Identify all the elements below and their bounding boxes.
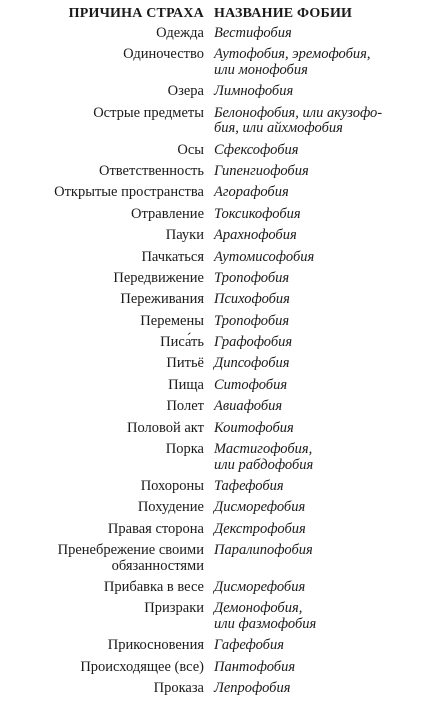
phobia-cell: Паралипофобия [214,542,313,559]
phobia-cell: Тропофобия [214,312,290,329]
phobia-cell: Гафефобия [214,637,284,654]
cause-cell: Правая сторона [107,520,204,537]
table-row [0,356,430,372]
table-row [0,164,430,180]
phobia-cell: Лепрофобия [214,680,291,697]
table-row [0,106,430,137]
phobia-cell: Дипсофобия [214,355,290,372]
table-row [0,271,430,287]
cause-cell: Похороны [140,477,204,494]
table-row [0,479,430,495]
cause-cell: Половой акт [126,419,204,436]
phobia-cell: Коитофобия [214,419,294,436]
cause-cell: Ответственность [98,162,204,179]
table-row [0,314,430,330]
cause-cell: Острые предметы [93,104,204,121]
table-row [0,660,430,676]
table-row [0,378,430,394]
table-row [0,335,430,351]
cause-cell: Прибавка в весе [103,578,204,595]
table-row [0,601,430,632]
table-row [0,292,430,308]
cause-cell: Питьё [166,355,204,372]
phobia-cell: Агорафобия [214,184,289,201]
table-row [0,207,430,223]
cause-cell: Проказа [153,680,204,697]
table-row [0,543,430,574]
cause-cell: Пачкаться [141,248,204,265]
cause-cell: Передвижение [113,269,204,286]
cause-cell: Писа́ть [160,334,204,351]
phobia-cell: Дисморефобия [214,499,306,516]
table-row [0,500,430,516]
table-row [0,421,430,437]
phobia-cell: Вестифобия [214,25,292,41]
phobia-cell: Психофобия [214,291,290,308]
phobia-cell: Аутофобия, эремофобия, или монофобия [214,46,371,78]
phobia-cell: Графофобия [214,334,293,351]
phobia-cell: Аутомисофобия [214,248,315,265]
cause-cell: Прикосновения [107,637,204,654]
phobia-cell: Пантофобия [214,658,296,675]
table-row [0,228,430,244]
header-cause: ПРИЧИНА СТРАХА [68,6,204,21]
phobia-cell: Гипенгиофобия [214,162,309,179]
cause-cell: Отравление [131,205,204,222]
phobia-cell: Лимнофобия [214,83,294,100]
phobia-cell: Белонофобия, или акузофо- бия, или айхмофобия [214,104,383,137]
phobia-cell: Токсикофобия [214,205,301,222]
table-row [0,185,430,201]
phobia-cell: Тафефобия [214,477,284,494]
table-row [0,399,430,415]
phobia-cell: Арахнофобия [214,227,297,244]
cause-cell: Происходящее (все) [80,658,204,675]
table-row [0,26,430,42]
cause-cell: Озера [167,83,204,100]
cause-cell: Пища [168,376,204,393]
cause-cell: Призраки [144,600,204,617]
table-row [0,442,430,473]
phobia-cell: Авиафобия [214,398,283,415]
cause-cell: Полет [166,398,204,415]
table-row [0,250,430,266]
table-row [0,580,430,596]
cause-cell: Осы [177,141,204,158]
table-row [0,84,430,100]
cause-cell: Одежда [156,25,204,41]
phobia-cell: Дисморефобия [214,578,306,595]
cause-cell: Открытые пространства [54,184,204,201]
phobia-cell: Мастигофобия, или рабдофобия [214,441,314,473]
cause-cell: Перемены [140,312,204,329]
table-row [0,522,430,538]
cause-cell: Одиночество [123,46,204,63]
phobia-cell: Тропофобия [214,269,290,286]
table-row [0,638,430,654]
phobia-cell: Ситофобия [214,376,288,393]
table-row [0,47,430,78]
table-body [0,26,430,702]
table-header [0,6,430,26]
table-row [0,681,430,697]
header-phobia: НАЗВАНИЕ ФОБИИ [214,6,353,21]
cause-cell: Переживания [120,291,204,308]
cause-cell: Порка [165,441,204,458]
table-row [0,143,430,159]
cause-cell: Пренебрежение своими обязанностями [57,542,204,574]
cause-cell: Пауки [165,227,204,244]
phobia-cell: Декстрофобия [214,520,306,537]
phobia-cell: Сфексофобия [214,141,299,158]
phobia-cell: Демонофобия, или фазмофобия [214,600,317,632]
cause-cell: Похудение [137,499,204,516]
